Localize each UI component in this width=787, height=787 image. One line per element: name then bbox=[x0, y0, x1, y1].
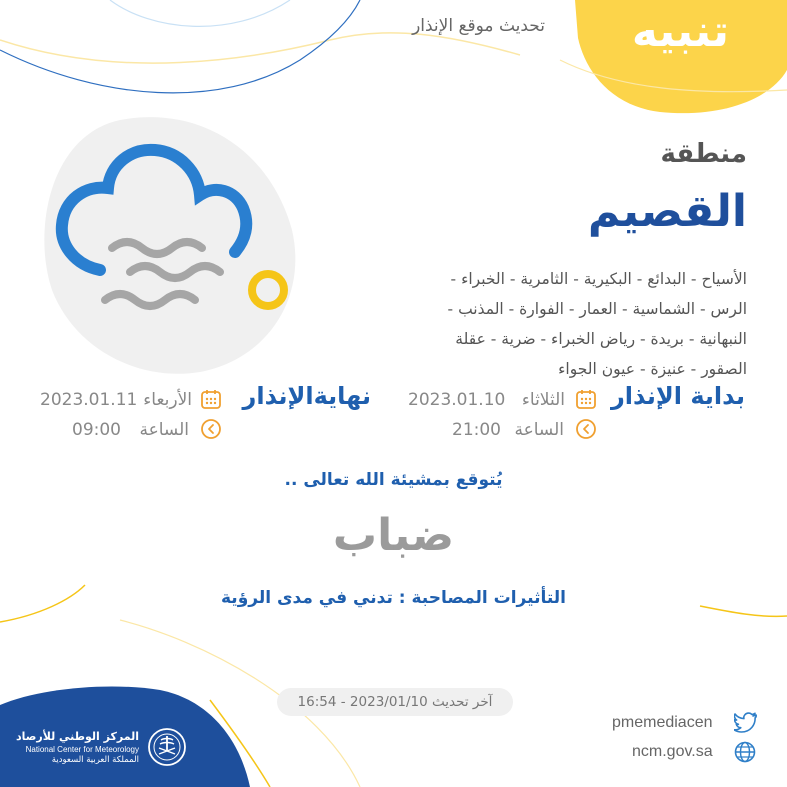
calendar-icon bbox=[200, 388, 222, 410]
page-subtitle: تحديث موقع الإنذار bbox=[412, 16, 545, 36]
org-name-arabic: المركز الوطني للأرصاد bbox=[15, 730, 139, 743]
forecast-phenomenon: ضباب bbox=[332, 510, 455, 561]
warning-end-label: نهايةالإنذار bbox=[242, 382, 371, 410]
org-name-english: National Center for Meteorology bbox=[25, 745, 139, 754]
region-label: منطقة bbox=[660, 139, 747, 169]
warning-start-label: بداية الإنذار bbox=[610, 382, 745, 410]
warning-end-date: 2023.01.11 bbox=[40, 390, 138, 410]
ncm-emblem-icon bbox=[147, 727, 187, 767]
forecast-effects: التأثيرات المصاحبة : تدني في مدى الرؤية bbox=[221, 588, 566, 608]
website-link[interactable]: ncm.gov.sa bbox=[632, 743, 713, 760]
area-line: الصقور - عنيزة - عيون الجواء bbox=[558, 360, 747, 378]
area-list bbox=[395, 264, 747, 384]
area-line: الأسياح - البدائع - البكيرية - الثامرية - الخبراء - bbox=[450, 270, 747, 288]
calendar-icon bbox=[575, 388, 597, 410]
warning-start-time-label: الساعة bbox=[514, 420, 564, 440]
warning-end-day: الأربعاء bbox=[143, 390, 192, 410]
twitter-handle[interactable]: pmemediacen bbox=[612, 714, 713, 731]
globe-icon[interactable] bbox=[734, 741, 756, 763]
warning-end-time-label: الساعة bbox=[139, 420, 189, 440]
cloud-fog-icon bbox=[50, 140, 300, 320]
last-updated-badge: آخر تحديث 2023/01/10 - 16:54 bbox=[277, 688, 513, 716]
twitter-icon[interactable] bbox=[734, 711, 758, 733]
warning-start-day: الثلاثاء bbox=[521, 390, 565, 410]
warning-start-time: 21:00 bbox=[452, 420, 501, 440]
warning-end-time: 09:00 bbox=[72, 420, 121, 440]
country-name-arabic: المملكة العربية السعودية bbox=[51, 755, 139, 765]
warning-start-date: 2023.01.10 bbox=[408, 390, 506, 410]
area-line: الرس - الشماسية - العمار - الفوارة - المذنب - bbox=[447, 300, 747, 318]
forecast-expectation: يُتوقع بمشيئة الله تعالى .. bbox=[284, 470, 503, 490]
ncm-logo-text bbox=[0, 730, 143, 770]
clock-chevron-icon bbox=[200, 418, 222, 440]
region-name: القصيم bbox=[587, 186, 747, 237]
clock-chevron-icon bbox=[575, 418, 597, 440]
area-line: النبهانية - بريدة - رياض الخبراء - ضرية - عقلة bbox=[455, 330, 747, 348]
alert-title: تنبيه bbox=[631, 6, 729, 57]
